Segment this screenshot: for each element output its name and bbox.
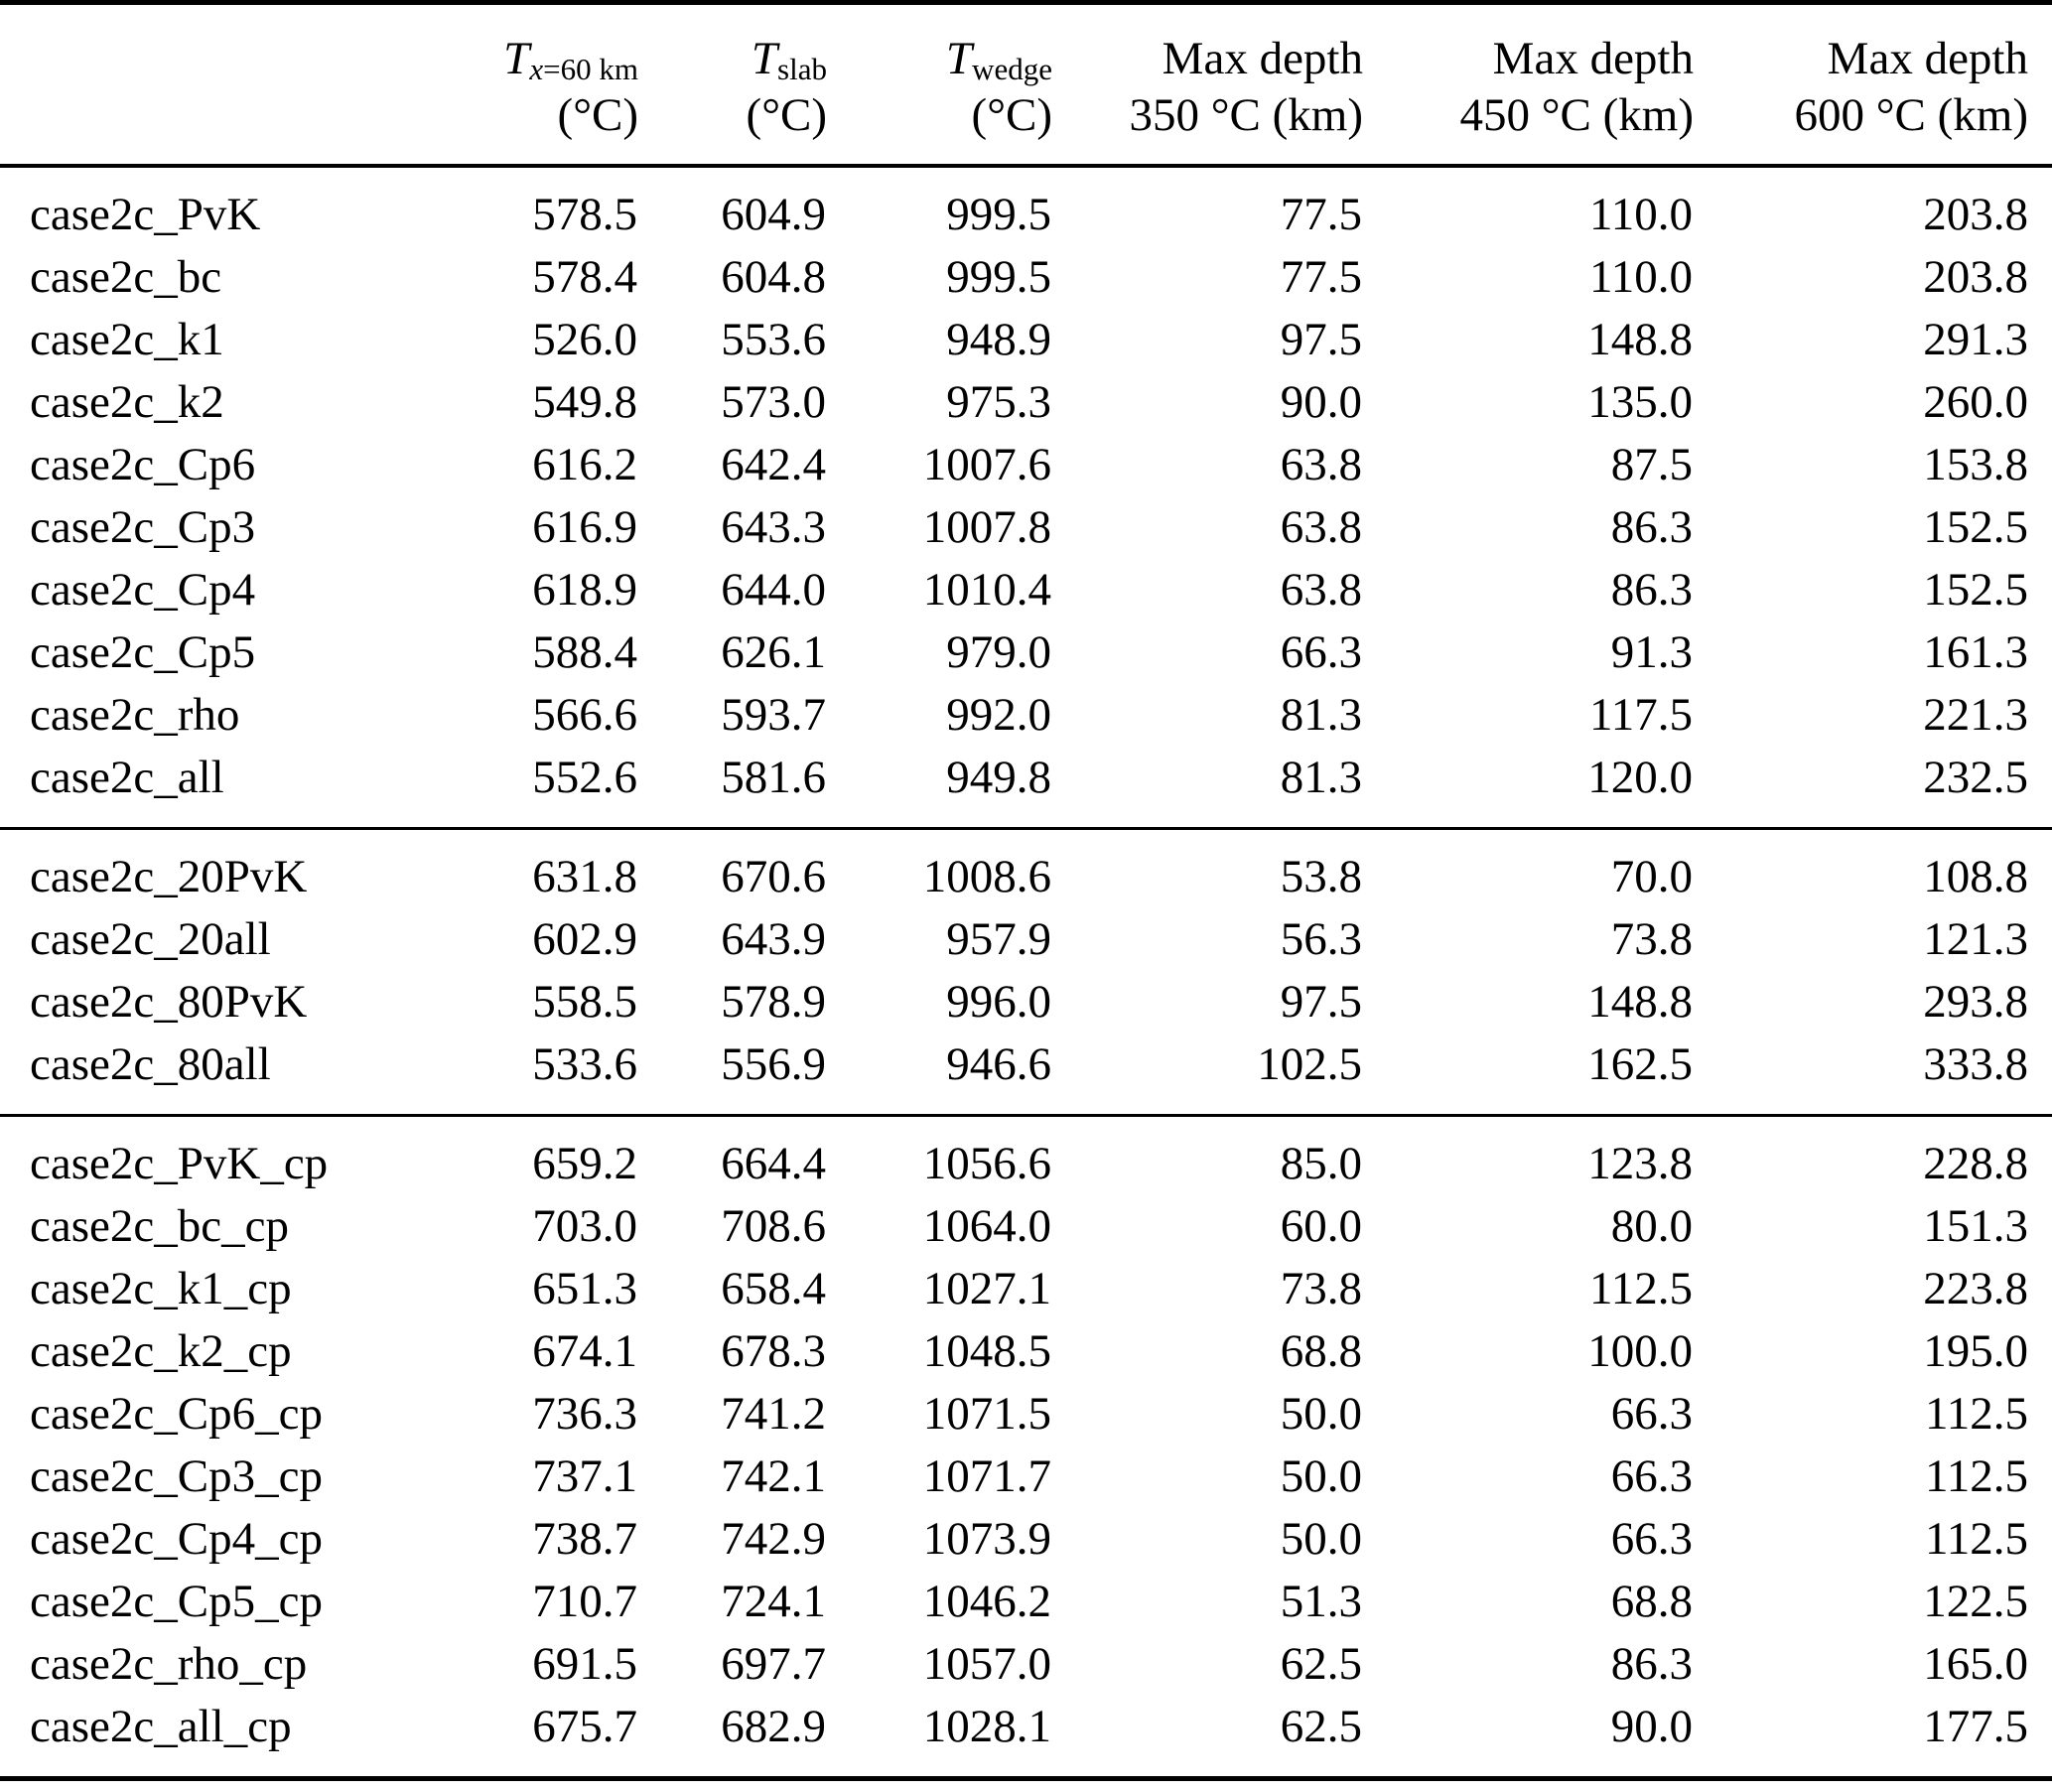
cell-value: 51.3 xyxy=(1280,1576,1362,1627)
table-header xyxy=(0,3,2052,167)
cell-value: 228.8 xyxy=(1923,1138,2028,1189)
table-row xyxy=(0,1508,2052,1571)
cell-value: 616.2 xyxy=(532,439,637,490)
row-label: case2c_Cp3 xyxy=(30,501,256,553)
cell-value: 232.5 xyxy=(1923,752,2028,803)
cell-value: 581.6 xyxy=(721,752,826,803)
cell-value: 674.1 xyxy=(532,1325,637,1377)
header-temp-x60km xyxy=(437,3,638,167)
maxdepth-450-title: Max depth xyxy=(1492,33,1694,84)
cell-value: 556.9 xyxy=(721,1038,826,1090)
row-label: case2c_bc xyxy=(30,251,222,303)
cell-value: 736.3 xyxy=(532,1388,637,1440)
table-row xyxy=(0,971,2052,1034)
cell-value: 999.5 xyxy=(946,189,1051,240)
table-row xyxy=(0,1633,2052,1696)
header-case-column xyxy=(0,3,437,167)
cell-value: 152.5 xyxy=(1923,564,2028,616)
temp-x60km-unit: (°C) xyxy=(557,89,638,141)
maxdepth-600-unit: 600 °C (km) xyxy=(1794,89,2028,141)
header-temp-slab xyxy=(638,3,827,167)
table-row xyxy=(0,371,2052,434)
cell-value: 659.2 xyxy=(532,1138,637,1189)
cell-value: 100.0 xyxy=(1587,1325,1693,1377)
cell-value: 112.5 xyxy=(1924,1513,2028,1565)
cell-value: 77.5 xyxy=(1280,251,1362,303)
cell-value: 578.4 xyxy=(532,251,637,303)
cell-value: 63.8 xyxy=(1280,564,1362,616)
cell-value: 670.6 xyxy=(721,851,826,902)
cell-value: 946.6 xyxy=(946,1038,1051,1090)
cell-value: 1027.1 xyxy=(922,1263,1051,1314)
cell-value: 643.9 xyxy=(721,913,826,965)
cell-value: 161.3 xyxy=(1923,626,2028,678)
row-label: case2c_20PvK xyxy=(30,851,308,902)
cell-value: 85.0 xyxy=(1280,1138,1362,1189)
cell-value: 552.6 xyxy=(532,752,637,803)
cell-value: 682.9 xyxy=(721,1701,826,1752)
cell-value: 691.5 xyxy=(532,1638,637,1690)
header-maxdepth-350 xyxy=(1052,3,1363,167)
header-maxdepth-450 xyxy=(1363,3,1694,167)
row-label: case2c_bc_cp xyxy=(30,1200,289,1252)
cell-value: 533.6 xyxy=(532,1038,637,1090)
cell-value: 148.8 xyxy=(1587,314,1693,365)
table-row xyxy=(0,1571,2052,1633)
table-row xyxy=(0,1034,2052,1116)
cell-value: 333.8 xyxy=(1923,1038,2028,1090)
cell-value: 123.8 xyxy=(1587,1138,1693,1189)
cell-value: 66.3 xyxy=(1610,1513,1693,1565)
cell-value: 741.2 xyxy=(721,1388,826,1440)
cell-value: 979.0 xyxy=(946,626,1051,678)
cell-value: 112.5 xyxy=(1924,1450,2028,1502)
cell-value: 110.0 xyxy=(1588,251,1693,303)
table-group-2 xyxy=(0,829,2052,1116)
cell-value: 738.7 xyxy=(532,1513,637,1565)
row-label: case2c_Cp6 xyxy=(30,439,256,490)
cell-value: 112.5 xyxy=(1924,1388,2028,1440)
cell-value: 63.8 xyxy=(1280,439,1362,490)
cell-value: 957.9 xyxy=(946,913,1051,965)
cell-value: 651.3 xyxy=(532,1263,637,1314)
cell-value: 195.0 xyxy=(1923,1325,2028,1377)
cell-value: 948.9 xyxy=(946,314,1051,365)
table-row xyxy=(0,1446,2052,1508)
cell-value: 86.3 xyxy=(1610,1638,1693,1690)
cell-value: 553.6 xyxy=(721,314,826,365)
cell-value: 1057.0 xyxy=(922,1638,1051,1690)
cell-value: 975.3 xyxy=(946,376,1051,428)
cell-value: 53.8 xyxy=(1280,851,1362,902)
maxdepth-350-title: Max depth xyxy=(1162,33,1363,84)
cell-value: 526.0 xyxy=(532,314,637,365)
cell-value: 566.6 xyxy=(532,689,637,741)
cell-value: 678.3 xyxy=(721,1325,826,1377)
cell-value: 152.5 xyxy=(1923,501,2028,553)
cell-value: 1028.1 xyxy=(922,1701,1051,1752)
table-row xyxy=(0,559,2052,621)
row-label: case2c_rho_cp xyxy=(30,1638,308,1690)
cell-value: 177.5 xyxy=(1923,1701,2028,1752)
cell-value: 1071.7 xyxy=(922,1450,1051,1502)
cell-value: 291.3 xyxy=(1923,314,2028,365)
cell-value: 77.5 xyxy=(1280,189,1362,240)
row-label: case2c_Cp3_cp xyxy=(30,1450,323,1502)
row-label: case2c_80PvK xyxy=(30,976,308,1028)
row-label: case2c_PvK xyxy=(30,189,261,240)
cell-value: 68.8 xyxy=(1610,1576,1693,1627)
row-label: case2c_Cp6_cp xyxy=(30,1388,323,1440)
cell-value: 102.5 xyxy=(1257,1038,1362,1090)
table-row xyxy=(0,1258,2052,1320)
cell-value: 80.0 xyxy=(1610,1200,1693,1252)
row-label: case2c_PvK_cp xyxy=(30,1138,329,1189)
cell-value: 50.0 xyxy=(1280,1388,1362,1440)
cell-value: 1056.6 xyxy=(922,1138,1051,1189)
temp-wedge-symbol: $T_{wedge}$ xyxy=(945,33,1052,86)
cell-value: 1007.8 xyxy=(922,501,1051,553)
cell-value: 62.5 xyxy=(1280,1638,1362,1690)
cell-value: 260.0 xyxy=(1923,376,2028,428)
header-row xyxy=(0,3,2052,167)
cell-value: 153.8 xyxy=(1923,439,2028,490)
row-label: case2c_k2 xyxy=(30,376,224,428)
cell-value: 724.1 xyxy=(721,1576,826,1627)
cell-value: 593.7 xyxy=(721,689,826,741)
cell-value: 697.7 xyxy=(721,1638,826,1690)
cell-value: 135.0 xyxy=(1587,376,1693,428)
row-label: case2c_rho xyxy=(30,689,240,741)
cell-value: 631.8 xyxy=(532,851,637,902)
cell-value: 73.8 xyxy=(1280,1263,1362,1314)
cell-value: 56.3 xyxy=(1280,913,1362,965)
cell-value: 221.3 xyxy=(1923,689,2028,741)
cell-value: 97.5 xyxy=(1280,976,1362,1028)
cell-value: 120.0 xyxy=(1587,752,1693,803)
cell-value: 1064.0 xyxy=(922,1200,1051,1252)
table-row xyxy=(0,246,2052,309)
cell-value: 73.8 xyxy=(1610,913,1693,965)
cell-value: 60.0 xyxy=(1280,1200,1362,1252)
cell-value: 588.4 xyxy=(532,626,637,678)
cell-value: 203.8 xyxy=(1923,189,2028,240)
row-label: case2c_k1_cp xyxy=(30,1263,292,1314)
table-row xyxy=(0,621,2052,684)
table-row xyxy=(0,829,2052,909)
cell-value: 578.5 xyxy=(532,189,637,240)
cell-value: 992.0 xyxy=(946,689,1051,741)
cell-value: 81.3 xyxy=(1280,752,1362,803)
table-row xyxy=(0,1320,2052,1383)
cell-value: 643.3 xyxy=(721,501,826,553)
header-temp-wedge xyxy=(827,3,1052,167)
cell-value: 558.5 xyxy=(532,976,637,1028)
row-label: case2c_80all xyxy=(30,1038,271,1090)
cell-value: 293.8 xyxy=(1923,976,2028,1028)
cell-value: 165.0 xyxy=(1923,1638,2028,1690)
cell-value: 1010.4 xyxy=(922,564,1051,616)
row-label: case2c_Cp5_cp xyxy=(30,1576,323,1627)
cell-value: 90.0 xyxy=(1280,376,1362,428)
cell-value: 664.4 xyxy=(721,1138,826,1189)
row-label: case2c_k2_cp xyxy=(30,1325,292,1377)
cell-value: 223.8 xyxy=(1923,1263,2028,1314)
cell-value: 1007.6 xyxy=(922,439,1051,490)
cell-value: 203.8 xyxy=(1923,251,2028,303)
cell-value: 578.9 xyxy=(721,976,826,1028)
row-label: case2c_all xyxy=(30,752,224,803)
table-row xyxy=(0,1195,2052,1258)
cell-value: 87.5 xyxy=(1610,439,1693,490)
cell-value: 642.4 xyxy=(721,439,826,490)
table-row xyxy=(0,166,2052,246)
cell-value: 50.0 xyxy=(1280,1450,1362,1502)
cell-value: 162.5 xyxy=(1587,1038,1693,1090)
cell-value: 70.0 xyxy=(1610,851,1693,902)
cell-value: 616.9 xyxy=(532,501,637,553)
cell-value: 949.8 xyxy=(946,752,1051,803)
cell-value: 710.7 xyxy=(532,1576,637,1627)
cell-value: 1048.5 xyxy=(922,1325,1051,1377)
cell-value: 117.5 xyxy=(1588,689,1693,741)
cell-value: 999.5 xyxy=(946,251,1051,303)
cell-value: 97.5 xyxy=(1280,314,1362,365)
cell-value: 737.1 xyxy=(532,1450,637,1502)
table-row xyxy=(0,1383,2052,1446)
cell-value: 66.3 xyxy=(1610,1388,1693,1440)
row-label: case2c_Cp4 xyxy=(30,564,256,616)
row-label: case2c_20all xyxy=(30,913,271,965)
cell-value: 68.8 xyxy=(1280,1325,1362,1377)
cell-value: 1073.9 xyxy=(922,1513,1051,1565)
maxdepth-600-title: Max depth xyxy=(1827,33,2028,84)
cell-value: 108.8 xyxy=(1923,851,2028,902)
cell-value: 112.5 xyxy=(1588,1263,1693,1314)
maxdepth-450-unit: 450 °C (km) xyxy=(1459,89,1694,141)
temp-slab-symbol: $T_{slab}$ xyxy=(751,33,827,86)
row-label: case2c_k1 xyxy=(30,314,224,365)
cell-value: 91.3 xyxy=(1610,626,1693,678)
table-row xyxy=(0,434,2052,496)
row-label: case2c_all_cp xyxy=(30,1701,292,1752)
cell-value: 1046.2 xyxy=(922,1576,1051,1627)
row-label: case2c_Cp5 xyxy=(30,626,256,678)
cell-value: 121.3 xyxy=(1923,913,2028,965)
cell-value: 50.0 xyxy=(1280,1513,1362,1565)
cell-value: 604.9 xyxy=(721,189,826,240)
cell-value: 996.0 xyxy=(946,976,1051,1028)
cell-value: 618.9 xyxy=(532,564,637,616)
cell-value: 549.8 xyxy=(532,376,637,428)
cell-value: 90.0 xyxy=(1610,1701,1693,1752)
table-row xyxy=(0,684,2052,747)
table-group-1 xyxy=(0,166,2052,829)
cell-value: 602.9 xyxy=(532,913,637,965)
cell-value: 62.5 xyxy=(1280,1701,1362,1752)
temp-slab-unit: (°C) xyxy=(746,89,827,141)
table-row xyxy=(0,309,2052,371)
cell-value: 708.6 xyxy=(721,1200,826,1252)
cell-value: 1008.6 xyxy=(922,851,1051,902)
cell-value: 66.3 xyxy=(1610,1450,1693,1502)
table-row xyxy=(0,747,2052,829)
table-row xyxy=(0,1696,2052,1779)
temp-wedge-unit: (°C) xyxy=(971,89,1052,141)
cell-value: 1071.5 xyxy=(922,1388,1051,1440)
cell-value: 86.3 xyxy=(1610,501,1693,553)
cell-value: 151.3 xyxy=(1923,1200,2028,1252)
cell-value: 658.4 xyxy=(721,1263,826,1314)
cell-value: 626.1 xyxy=(721,626,826,678)
table-group-3 xyxy=(0,1116,2052,1779)
cell-value: 66.3 xyxy=(1280,626,1362,678)
cell-value: 742.1 xyxy=(721,1450,826,1502)
table-row xyxy=(0,496,2052,559)
cell-value: 604.8 xyxy=(721,251,826,303)
cell-value: 63.8 xyxy=(1280,501,1362,553)
table-row xyxy=(0,1116,2052,1196)
row-label: case2c_Cp4_cp xyxy=(30,1513,323,1565)
cell-value: 703.0 xyxy=(532,1200,637,1252)
table-row xyxy=(0,908,2052,971)
cell-value: 86.3 xyxy=(1610,564,1693,616)
cell-value: 122.5 xyxy=(1923,1576,2028,1627)
maxdepth-350-unit: 350 °C (km) xyxy=(1129,89,1363,141)
cell-value: 81.3 xyxy=(1280,689,1362,741)
temp-x60km-symbol: $T_{x=60 km}$ xyxy=(503,33,638,86)
cell-value: 644.0 xyxy=(721,564,826,616)
cell-value: 573.0 xyxy=(721,376,826,428)
cell-value: 742.9 xyxy=(721,1513,826,1565)
cell-value: 110.0 xyxy=(1588,189,1693,240)
cell-value: 675.7 xyxy=(532,1701,637,1752)
cell-value: 148.8 xyxy=(1587,976,1693,1028)
header-maxdepth-600 xyxy=(1694,3,2052,167)
